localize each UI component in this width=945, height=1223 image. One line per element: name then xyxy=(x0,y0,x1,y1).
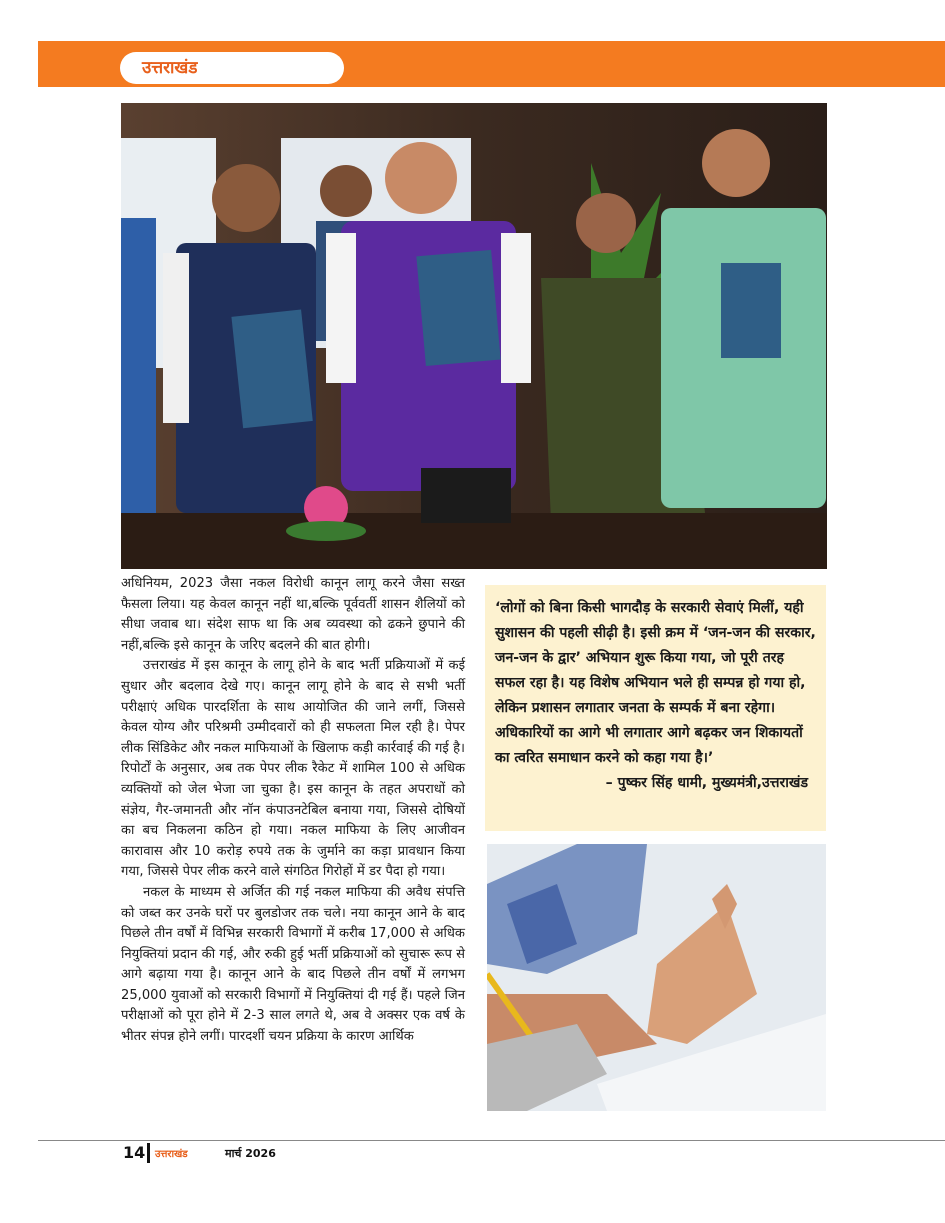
exam-cheating-photo xyxy=(487,844,826,1111)
quote-text: ‘लोगों को बिना किसी भागदौड़ के सरकारी सेवाएं मिलीं, यही सुशासन की पहली सीढ़ी है। इसी क्रम में ‘जन-जन की सरकार, जन-जन के द्वार’ अभियान शुरू किया गया, जो पूरी तरह सफल रहा है। यह विशेष अभियान भले ही सम्पन्न हो गया हो, लेकिन प्रशासन लगातार जनता के सम्पर्क में बना रहेगा। अधिकारियों का आगे भी लगातार आगे बढ़कर जन शिकायतों का त्वरित समाधान करने को कहा गया है।’ xyxy=(495,600,816,766)
section-label: उत्तराखंड xyxy=(120,52,344,84)
magazine-brand: उत्तराखंड xyxy=(155,1149,188,1160)
paragraph: उत्तराखंड में इस कानून के लागू होने के बाद भर्ती प्रक्रियाओं में कई सुधार और बदलाव देखे गए। कानून लागू होने के बाद से सभी भर्ती परीक्षाएं अधिक पारदर्शिता के साथ आयोजित की जाने लगीं, जिससे केवल योग्य और परिश्रमी उम्मीदवारों को ही सफलता मिल रही है। पेपर लीक सिंडिकेट और नकल माफियाओं के खिलाफ कड़ी कार्रवाई की गई है। रिपोर्टों के अनुसार, अब तक पेपर लीक रैकेट में शामिल 100 से अधिक व्यक्तियों को जेल भेजा जा चुका है। इस कानून के तहत अपराधों को संज्ञेय, गैर-जमानती और नॉन कंपाउनटेबिल बनाया गया, जिससे दोषियों का बच निकलना कठिन हो गया। नकल माफिया के लिए आजीवन कारावास और 10 करोड़ रुपये तक के जुर्माने का कड़ा प्रावधान किया गया, जिससे पेपर लीक करने वाले संगठित गिरोहों में डर पैदा हो गया। xyxy=(121,658,465,880)
article-body xyxy=(121,574,465,1048)
quote-author: – पुष्कर सिंह धामी, मुख्यमंत्री,उत्तराखंड xyxy=(605,775,808,791)
page-number: 14 xyxy=(123,1143,146,1162)
paragraph: नकल के माध्यम से अर्जित की गई नकल माफिया की अवैध संपत्ति को जब्त कर उनके घरों पर बुलडोजर तक चले। नया कानून आने के बाद पिछले तीन वर्षों में विभिन्न सरकारी विभागों में करीब 17,000 से अधिक नियुक्तियां प्रदान की गई, और रुकी हुई भर्ती प्रक्रियाओं को सुचारू रूप से आगे बढ़ाया गया है। कानून आने के बाद पिछले तीन वर्षों में लगभग 25,000 युवाओं को सरकारी विभागों में नियुक्तियां दी गई हैं। पहले जिन परीक्षाओं को पूरा होने में 2-3 साल लगते थे, अब वे अक्सर एक वर्ष के भीतर संपन्न होने लगीं। पारदर्शी चयन प्रक्रिया के कारण आर्थिक xyxy=(121,884,465,1045)
paragraph: अधिनियम, 2023 जैसा नकल विरोधी कानून लागू करने जैसा सख्त फैसला लिया। यह केवल कानून नहीं था,बल्कि पूर्ववर्ती शासन शैलियों को सीधा जवाब था। संदेश साफ था कि अब व्यवस्था को ढकने छुपाने की नहीं,बल्कि इसे कानून के जरिए बदलने की बात होगी। xyxy=(121,576,465,653)
pull-quote xyxy=(485,585,826,831)
footer-separator xyxy=(147,1143,150,1163)
footer-divider xyxy=(38,1140,945,1141)
issue-date: मार्च 2026 xyxy=(225,1147,276,1160)
book-launch-photo xyxy=(121,103,827,569)
